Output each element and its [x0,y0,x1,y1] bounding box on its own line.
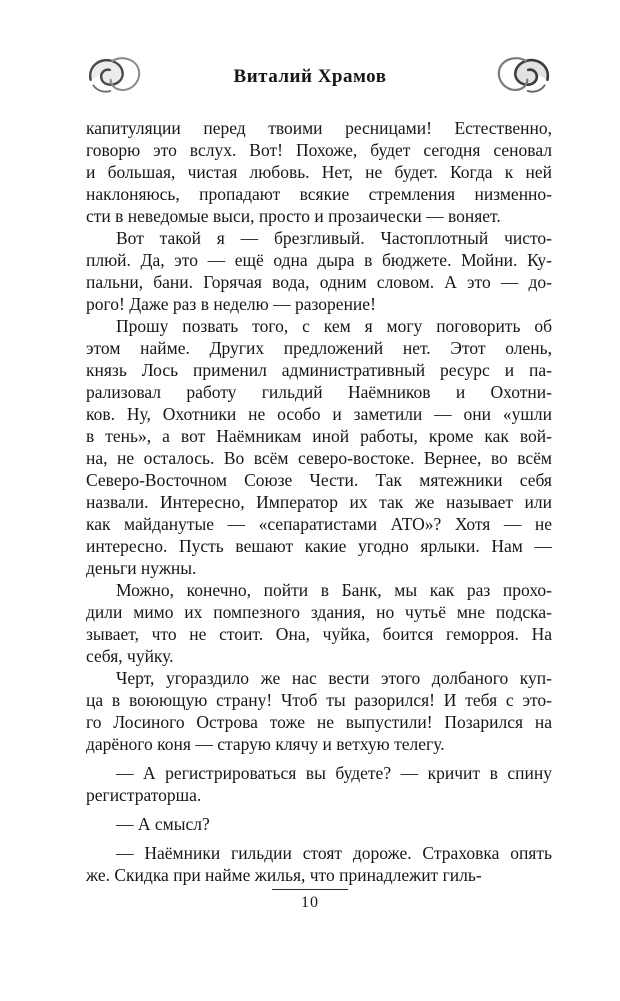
text-line: го Лосиного Острова тоже не выпустили! Позарился на [86,712,552,732]
text-line: как майданутые — «сепаратистами АТО»? Хотя — не [86,514,552,534]
text-line: дарёного коня — старую клячу и ветхую телегу. [86,734,445,754]
text-line: Прошу позвать того, с кем я могу поговорить об [116,316,552,336]
text-line: — Наёмники гильдии стоят дороже. Страховка опять [116,843,552,863]
text-line: наклоняюсь, пропадают всякие стремления низменно- [86,184,552,204]
page-footer [0,889,620,912]
footer-rule [272,889,348,890]
text-line: рого! Даже раз в неделю — разорение! [86,294,376,314]
text-line: и большая, чистая любовь. Нет, не будет. Когда к ней [86,162,552,182]
page-number: 10 [301,894,319,911]
paragraph [86,842,552,886]
text-line: деньги нужны. [86,558,197,578]
text-line: Можно, конечно, пойти в Банк, мы как раз прохо- [116,580,552,600]
text-line: дили мимо их помпезного здания, но чутьё мне подска- [86,602,552,622]
text-line: князь Лось применил административный ресурс и па- [86,360,552,380]
paragraph [86,579,552,667]
author-name: Виталий Храмов [233,66,387,87]
text-line: ца в воюющую страну! Чтоб ты разорился! И тебя с это- [86,690,552,710]
text-line: назвали. Интересно, Император их так же называет или [86,492,552,512]
text-line: рализовал работу гильдий Наёмников и Охотни- [86,382,552,402]
text-line: Северо-Восточном Союзе Чести. Так мятежники себя [86,470,552,490]
text-line: — А смысл? [116,814,210,834]
header-ornament-right-icon [494,52,554,100]
text-line: плюй. Да, это — ещё одна дыра в бюджете. Мойни. Ку- [86,250,552,270]
text-line: говорю это вслух. Вот! Похоже, будет сегодня сеновал [86,140,552,160]
text-block [86,117,552,886]
text-line: капитуляции перед твоими ресницами! Естественно, [86,118,552,138]
paragraph [86,813,552,835]
paragraph [86,227,552,315]
text-line: сти в неведомые выси, просто и прозаически — воняет. [86,206,501,226]
text-line: себя, чуйку. [86,646,174,666]
text-line: на, не осталось. Во всём северо-востоке. Вернее, во всём [86,448,552,468]
paragraph [86,315,552,579]
text-line: Вот такой я — брезгливый. Частоплотный чисто- [116,228,552,248]
text-line: интересно. Пусть вешают какие угодно ярлыки. Нам — [86,536,552,556]
text-line: — А регистрироваться вы будете? — кричит в спину [116,763,552,783]
paragraph [86,667,552,755]
text-line: пальни, бани. Горячая вода, одним словом. А это — до- [86,272,552,292]
text-line: же. Скидка при найме жилья, что принадлежит гиль- [86,865,482,885]
text-line: этом найме. Других предложений нет. Этот олень, [86,338,552,358]
text-line: зывает, что не стоит. Она, чуйка, боится геморроя. На [86,624,552,644]
text-line: Черт, угораздило же нас вести этого долбаного куп- [116,668,552,688]
paragraph [86,117,552,227]
text-line: в тень», а вот Наёмникам иной работы, кроме как вой- [86,426,552,446]
text-line: ков. Ну, Охотники не особо и заметили — они «ушли [86,404,552,424]
page-header [0,50,620,106]
text-line: регистраторша. [86,785,202,805]
paragraph [86,762,552,806]
